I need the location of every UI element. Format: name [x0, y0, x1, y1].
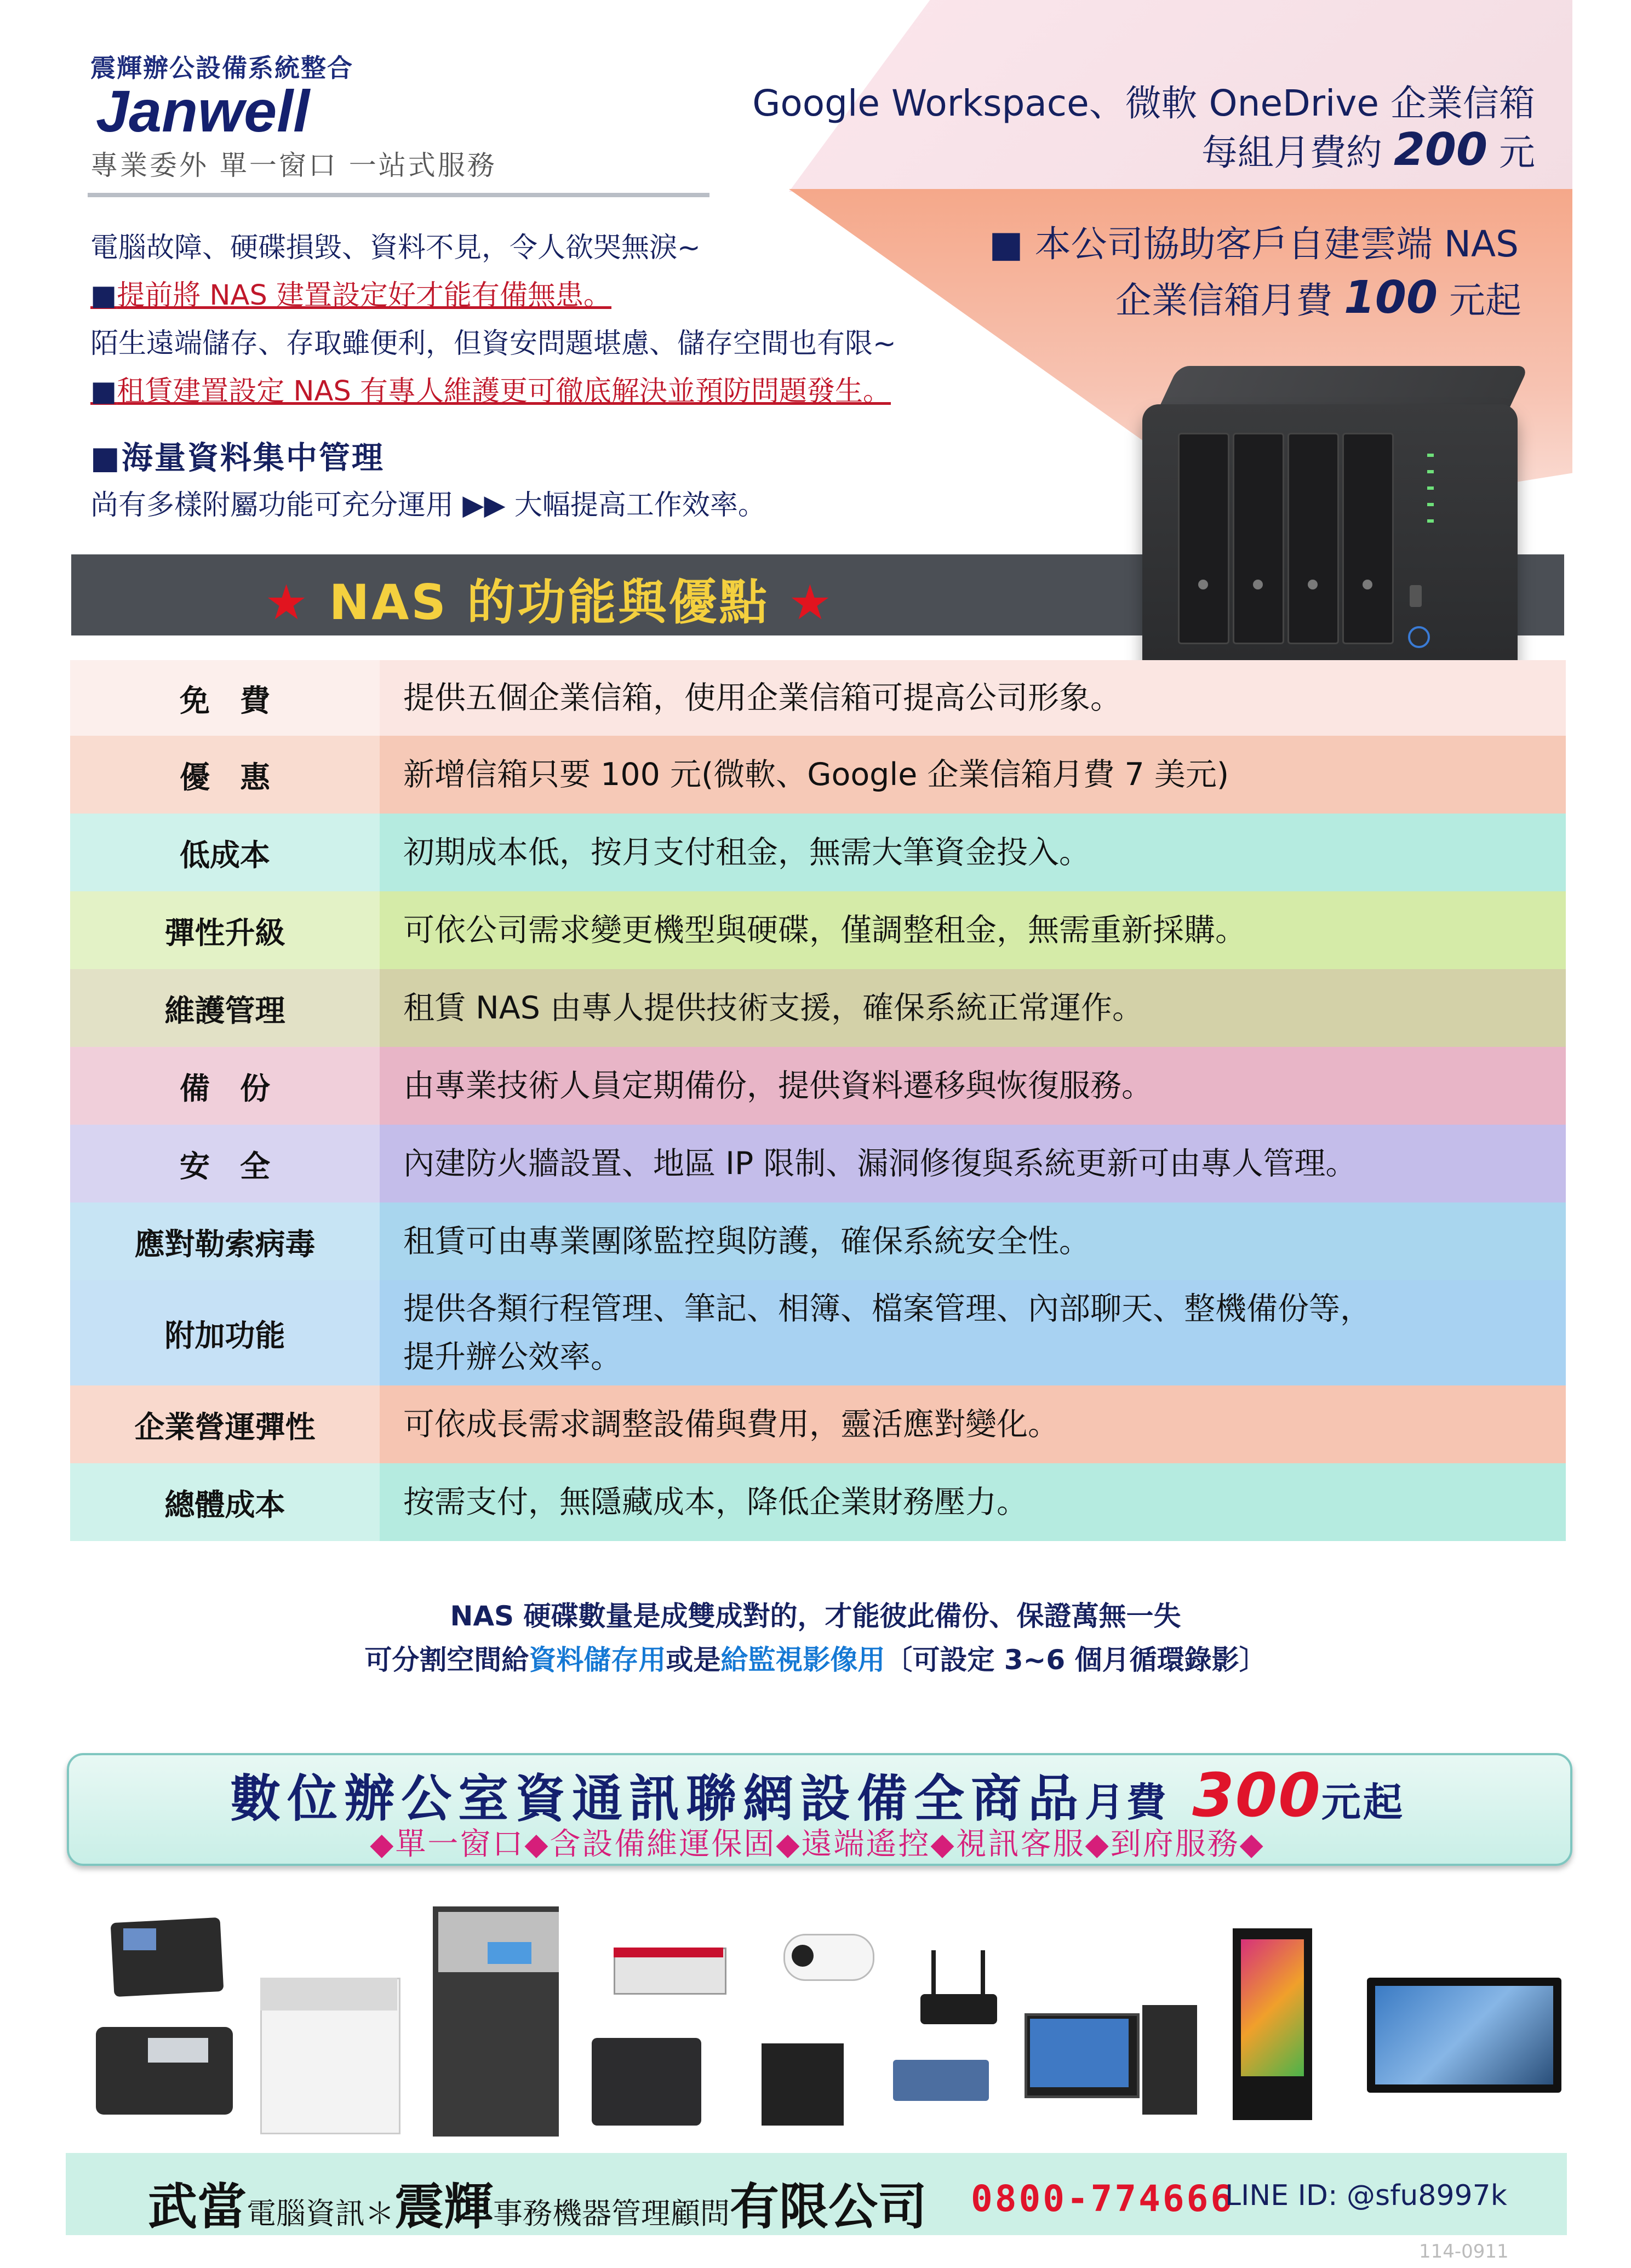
- table-row: [70, 891, 1566, 969]
- row-description: 由專業技術人員定期備份，提供資料遷移與恢復服務。: [403, 1067, 1153, 1104]
- nas-device-image: [1142, 404, 1518, 677]
- row-label: 維護管理: [70, 969, 380, 1047]
- note-line-2: 可分割空間給資料儲存用或是給監視影像用〔可設定 3~6 個月循環錄影〕: [364, 1644, 1267, 1676]
- row-label: 應對勒索病毒: [70, 1202, 380, 1280]
- pain-line-6: 尚有多樣附屬功能可充分運用 ▶▶ 大幅提高工作效率。: [90, 489, 766, 522]
- table-row: [70, 660, 1566, 736]
- row-description: 新增信箱只要 100 元(微軟、Google 企業信箱月費 7 美元): [403, 756, 1229, 793]
- table-row: [70, 1125, 1566, 1202]
- gw-offer-line2: 每組月費約 200 元: [1201, 124, 1535, 176]
- promo-headline: 數位辦公室資通訊聯網設備全商品月費 300元起: [230, 1760, 1405, 1830]
- table-row: [70, 1280, 1566, 1385]
- row-description: 可依成長需求調整設備與費用，靈活應對變化。: [403, 1406, 1059, 1442]
- table-row: [70, 1463, 1566, 1541]
- row-description: 按需支付，無隱藏成本，降低企業財務壓力。: [403, 1484, 1028, 1520]
- features-banner-title: ★ NAS 的功能與優點 ★: [265, 574, 834, 631]
- pain-line-1: 電腦故障、硬碟損毀、資料不見，令人欲哭無淚~: [90, 232, 701, 264]
- nas-offer-line1: ■ 本公司協助客戶自建雲端 NAS: [989, 223, 1519, 265]
- slogan: 專業委外 單一窗口 一站式服務: [90, 150, 497, 181]
- brand-logo: Janwell: [96, 78, 310, 144]
- row-description: 提供五個企業信箱，使用企業信箱可提高公司形象。: [403, 679, 1121, 716]
- table-row: [70, 1385, 1566, 1463]
- row-description: 租賃可由專業團隊監控與防護，確保系統安全性。: [403, 1223, 1090, 1259]
- row-label: 優 惠: [70, 736, 380, 814]
- gw-offer-line1: Google Workspace、微軟 OneDrive 企業信箱: [752, 82, 1535, 124]
- table-row: [70, 814, 1566, 891]
- row-label: 總體成本: [70, 1463, 380, 1541]
- table-row: [70, 1202, 1566, 1280]
- row-label: 備 份: [70, 1047, 380, 1125]
- footer-phone[interactable]: 0800-774666: [971, 2178, 1235, 2220]
- note-line-1: NAS 硬碟數量是成雙成對的，才能彼此備份、保證萬無一失: [450, 1600, 1181, 1632]
- row-description: 內建防火牆設置、地區 IP 限制、漏洞修復與系統更新可由專人管理。: [403, 1145, 1357, 1182]
- pain-line-5: ■海量資料集中管理: [90, 440, 385, 476]
- row-description: 租賃 NAS 由專人提供技術支援，確保系統正常運作。: [403, 989, 1144, 1026]
- row-label: 低成本: [70, 814, 380, 891]
- pain-line-2: ■提前將 NAS 建置設定好才能有備無患。: [90, 279, 612, 312]
- nas-offer-line2: 企業信箱月費 100 元起: [1115, 272, 1521, 324]
- pain-line-3: 陌生遠端儲存、存取雖便利，但資安問題堪慮、儲存空間也有限~: [90, 328, 896, 360]
- row-description: 初期成本低，按月支付租金，無需大筆資金投入。: [403, 834, 1090, 870]
- row-description: 提供各類行程管理、筆記、相簿、檔案管理、內部聊天、整機備份等， 提升辦公效率。: [403, 1290, 1371, 1375]
- promo-services: ◆單一窗口◆含設備維運保固◆遠端遙控◆視訊客服◆到府服務◆: [370, 1826, 1265, 1862]
- footer-company: 武當電腦資訊＊震輝事務機器管理顧問有限公司: [148, 2178, 927, 2236]
- company-small-name: 震輝辦公設備系統整合: [90, 53, 353, 83]
- row-label: 附加功能: [70, 1280, 380, 1385]
- footer-line-id[interactable]: LINE ID: @sfu8997k: [1225, 2179, 1507, 2212]
- table-row: [70, 969, 1566, 1047]
- row-label: 安 全: [70, 1125, 380, 1202]
- document-code: 114-0911: [1419, 2241, 1509, 2263]
- row-label: 企業營運彈性: [70, 1385, 380, 1463]
- table-row: [70, 1047, 1566, 1125]
- row-label: 免 費: [70, 660, 380, 736]
- header-divider: [88, 193, 709, 197]
- row-description: 可依公司需求變更機型與硬碟，僅調整租金，無需重新採購。: [403, 912, 1246, 948]
- table-row: [70, 736, 1566, 814]
- row-label: 彈性升級: [70, 891, 380, 969]
- pain-line-4: ■租賃建置設定 NAS 有專人維護更可徹底解決並預防問題發生。: [90, 375, 891, 408]
